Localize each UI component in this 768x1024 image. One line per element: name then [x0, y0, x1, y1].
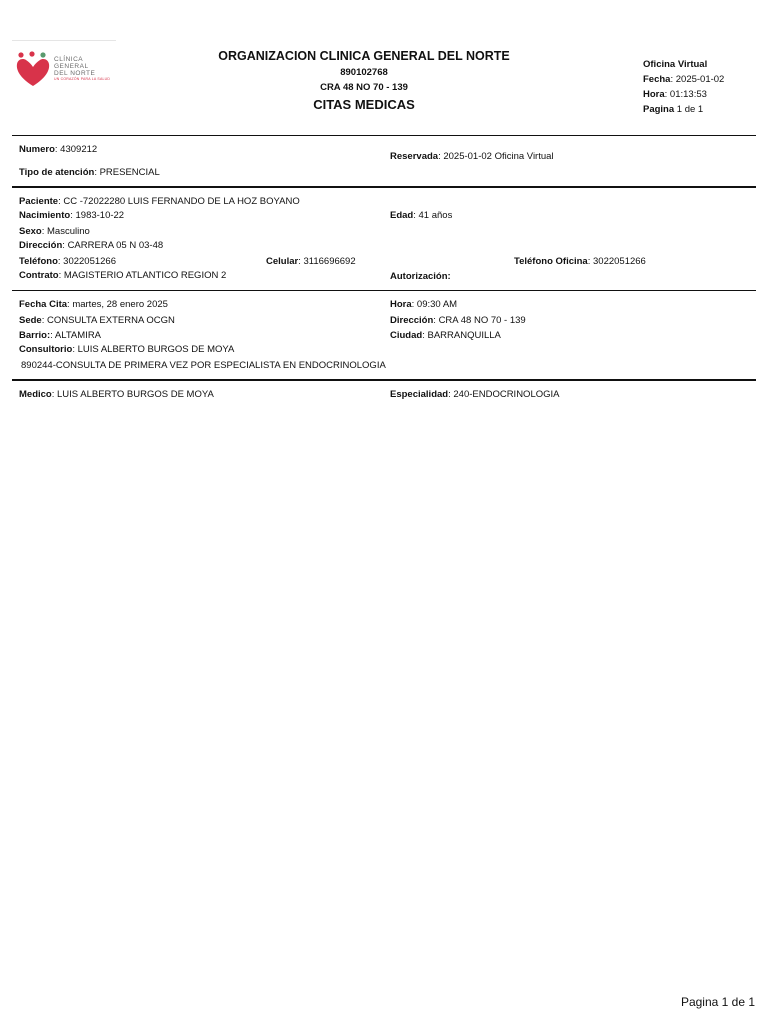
- header-fecha: Fecha: 2025-01-02: [643, 74, 725, 85]
- procedure-text: 890244-CONSULTA DE PRIMERA VEZ POR ESPECIALISTA EN ENDOCRINOLOGIA: [21, 360, 386, 371]
- telefono-field: Teléfono: 3022051266: [19, 256, 117, 267]
- divider-2: [12, 186, 756, 188]
- logo-text-1: CLÍNICA: [54, 56, 84, 63]
- celular-field: Celular: 3116696692: [266, 256, 356, 267]
- document-title: CITAS MEDICAS: [313, 97, 415, 112]
- direccion-field: Dirección: CARRERA 05 N 03-48: [19, 240, 164, 251]
- fecha-cita-field: Fecha Cita: martes, 28 enero 2025: [19, 299, 168, 310]
- org-nit: 890102768: [340, 67, 388, 78]
- office-label: Oficina Virtual: [643, 59, 708, 70]
- header-hora: Hora: 01:13:53: [643, 89, 707, 100]
- contrato-field: Contrato: MAGISTERIO ATLANTICO REGION 2: [19, 270, 227, 281]
- autorizacion-field: Autorización:: [390, 271, 451, 282]
- org-name: ORGANIZACION CLINICA GENERAL DEL NORTE: [218, 49, 510, 63]
- medico-field: Medico: LUIS ALBERTO BURGOS DE MOYA: [19, 389, 214, 400]
- hora-cita-field: Hora: 09:30 AM: [390, 299, 458, 310]
- sexo-field: Sexo: Masculino: [19, 226, 90, 237]
- logo-text-3: DEL NORTE: [54, 70, 96, 77]
- sede-field: Sede: CONSULTA EXTERNA OCGN: [19, 315, 175, 326]
- paciente-field: Paciente: CC -72022280 LUIS FERNANDO DE LA HOZ BOYANO: [19, 196, 300, 207]
- heart-logo-icon: [14, 50, 52, 88]
- org-header: [184, 48, 544, 114]
- nacimiento-field: Nacimiento: 1983-10-22: [19, 210, 125, 221]
- divider-3: [12, 290, 756, 291]
- org-address: CRA 48 NO 70 - 139: [320, 82, 408, 93]
- header-pagina: Pagina 1 de 1: [643, 104, 704, 115]
- divider-top: [12, 135, 756, 136]
- edad-field: Edad: 41 años: [390, 210, 453, 221]
- numero-field: Numero: 4309212: [19, 144, 98, 155]
- telefono-oficina-field: Teléfono Oficina: 3022051266: [514, 256, 646, 267]
- barrio-field: Barrio:: ALTAMIRA: [19, 330, 102, 341]
- footer-page-number: Pagina 1 de 1: [680, 995, 755, 1009]
- reservada-field: Reservada: 2025-01-02 Oficina Virtual: [390, 151, 554, 162]
- header-meta: [643, 57, 724, 117]
- logo-tagline: UN CORAZÓN PARA LA SALUD: [54, 77, 111, 81]
- clinic-logo: [12, 40, 116, 92]
- direccion-cita-field: Dirección: CRA 48 NO 70 - 139: [390, 315, 526, 326]
- logo-text-2: GENERAL: [54, 63, 89, 70]
- divider-4: [12, 379, 756, 381]
- consultorio-field: Consultorio: LUIS ALBERTO BURGOS DE MOYA: [19, 344, 235, 355]
- ciudad-field: Ciudad: BARRANQUILLA: [390, 330, 501, 341]
- especialidad-field: Especialidad: 240-ENDOCRINOLOGIA: [390, 389, 560, 400]
- tipo-atencion-field: Tipo de atención: PRESENCIAL: [19, 167, 160, 178]
